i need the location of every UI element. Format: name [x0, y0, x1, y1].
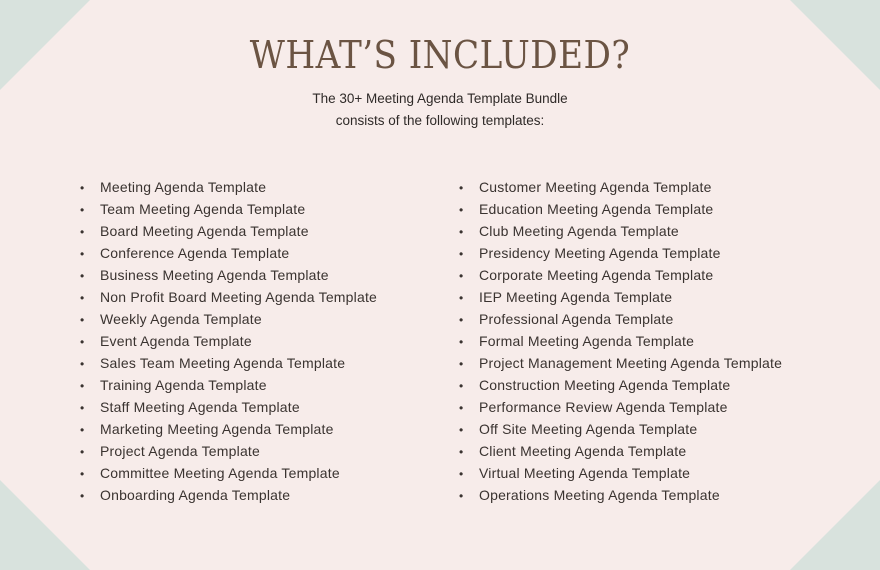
list-item: [459, 462, 782, 484]
list-item: [459, 396, 782, 418]
list-item-label: Client Meeting Agenda Template: [479, 443, 687, 459]
list-item-label: Project Management Meeting Agenda Template: [479, 355, 783, 371]
bullet-icon: •: [459, 225, 464, 239]
bullet-icon: •: [459, 467, 464, 481]
list-item-label: Construction Meeting Agenda Template: [479, 377, 731, 393]
bullet-icon: •: [80, 313, 85, 327]
bullet-icon: •: [459, 203, 464, 217]
bullet-icon: •: [459, 269, 464, 283]
list-item: [459, 176, 782, 198]
list-item-label: Virtual Meeting Agenda Template: [479, 465, 691, 481]
list-item: [80, 352, 377, 374]
list-item: [80, 374, 377, 396]
list-item-label: Meeting Agenda Template: [100, 179, 267, 195]
bullet-icon: •: [80, 357, 85, 371]
list-item: [459, 308, 782, 330]
list-item: [80, 308, 377, 330]
list-item: [80, 264, 377, 286]
bullet-icon: •: [80, 379, 85, 393]
list-item: [80, 198, 377, 220]
list-item-label: Club Meeting Agenda Template: [479, 223, 679, 239]
bullet-icon: •: [459, 181, 464, 195]
bullet-icon: •: [80, 291, 85, 305]
bullet-icon: •: [459, 247, 464, 261]
list-item: [459, 330, 782, 352]
list-item-label: Business Meeting Agenda Template: [100, 267, 329, 283]
list-item: [459, 484, 782, 506]
corner-decoration-bottom-right: [790, 480, 880, 570]
list-item: [459, 352, 782, 374]
list-item-label: Corporate Meeting Agenda Template: [479, 267, 714, 283]
bullet-icon: •: [80, 269, 85, 283]
list-item-label: Off Site Meeting Agenda Template: [479, 421, 698, 437]
list-item-label: Training Agenda Template: [100, 377, 267, 393]
list-item: [80, 418, 377, 440]
list-item: [80, 440, 377, 462]
list-item-label: Weekly Agenda Template: [100, 311, 262, 327]
bullet-icon: •: [459, 423, 464, 437]
bullet-icon: •: [80, 225, 85, 239]
bullet-icon: •: [459, 313, 464, 327]
list-item-label: Sales Team Meeting Agenda Template: [100, 355, 346, 371]
list-item-label: Performance Review Agenda Template: [479, 399, 728, 415]
bullet-icon: •: [459, 445, 464, 459]
list-item-label: Conference Agenda Template: [100, 245, 290, 261]
subtitle: [0, 88, 880, 132]
subtitle-line-2: consists of the following templates:: [335, 113, 545, 128]
bullet-icon: •: [80, 489, 85, 503]
list-item-label: IEP Meeting Agenda Template: [479, 289, 673, 305]
subtitle-line-1: The 30+ Meeting Agenda Template Bundle: [312, 91, 568, 106]
bullet-icon: •: [459, 401, 464, 415]
list-item: [80, 484, 377, 506]
template-list-right: [459, 176, 782, 506]
list-item-label: Staff Meeting Agenda Template: [100, 399, 300, 415]
list-item: [459, 242, 782, 264]
bullet-icon: •: [459, 291, 464, 305]
bullet-icon: •: [80, 467, 85, 481]
list-item: [459, 374, 782, 396]
template-list-left: [80, 176, 377, 506]
bullet-icon: •: [80, 335, 85, 349]
list-item: [459, 286, 782, 308]
list-item: [80, 242, 377, 264]
list-item: [80, 286, 377, 308]
list-item-label: Event Agenda Template: [100, 333, 252, 349]
list-item-label: Project Agenda Template: [100, 443, 261, 459]
list-item: [80, 396, 377, 418]
bullet-icon: •: [80, 181, 85, 195]
list-item-label: Onboarding Agenda Template: [100, 487, 291, 503]
list-item-label: Professional Agenda Template: [479, 311, 674, 327]
list-item: [459, 198, 782, 220]
list-item: [459, 418, 782, 440]
bullet-icon: •: [80, 203, 85, 217]
list-item-label: Committee Meeting Agenda Template: [100, 465, 340, 481]
bullet-icon: •: [80, 401, 85, 415]
list-item-label: Formal Meeting Agenda Template: [479, 333, 695, 349]
bullet-icon: •: [80, 247, 85, 261]
list-item-label: Presidency Meeting Agenda Template: [479, 245, 721, 261]
list-item: [80, 220, 377, 242]
list-item-label: Board Meeting Agenda Template: [100, 223, 309, 239]
bullet-icon: •: [80, 445, 85, 459]
list-item: [80, 176, 377, 198]
list-item: [80, 330, 377, 352]
list-item-label: Customer Meeting Agenda Template: [479, 179, 712, 195]
list-item-label: Operations Meeting Agenda Template: [479, 487, 720, 503]
list-item: [80, 462, 377, 484]
corner-decoration-bottom-left: [0, 480, 90, 570]
list-item-label: Education Meeting Agenda Template: [479, 201, 714, 217]
bullet-icon: •: [459, 379, 464, 393]
list-item: [459, 264, 782, 286]
list-item: [459, 220, 782, 242]
list-item-label: Non Profit Board Meeting Agenda Template: [100, 289, 378, 305]
list-item-label: Team Meeting Agenda Template: [100, 201, 306, 217]
bullet-icon: •: [80, 423, 85, 437]
page-title: WHAT’S INCLUDED?: [249, 33, 631, 77]
bullet-icon: •: [459, 357, 464, 371]
bullet-icon: •: [459, 489, 464, 503]
list-item: [459, 440, 782, 462]
bullet-icon: •: [459, 335, 464, 349]
list-item-label: Marketing Meeting Agenda Template: [100, 421, 334, 437]
